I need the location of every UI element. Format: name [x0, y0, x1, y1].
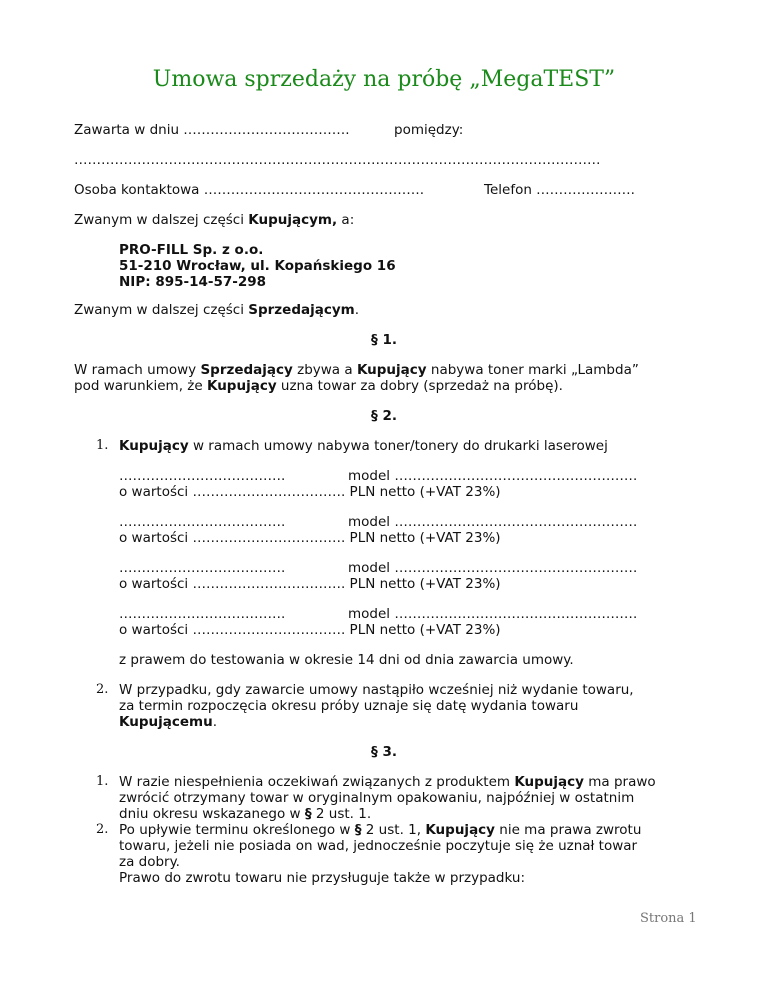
list-number: 2. — [96, 822, 109, 837]
section-3-item-2: Po upływie terminu określonego w § 2 ust. 1, Kupujący nie ma prawa zwrotu towaru, jeżeli nie posiada on wad, jednocześnie poczytuje się że uznał towar za dobry. Prawo do zwrotu towaru nie przysługuje także w przypadku: — [119, 822, 642, 886]
toner-row-1-model: model ……………………………………………… — [348, 468, 638, 484]
list-number: 1. — [96, 774, 109, 789]
seller-nip: NIP: 895-14-57-298 — [119, 274, 267, 290]
section-3-item-1: W razie niespełnienia oczekiwań związanych z produktem Kupujący ma prawo zwrócić otrzymany towar w oryginalnym opakowaniu, najpóźniej w ostatnim dniu okresu wskazanego w § 2 ust. 1. — [119, 774, 656, 822]
toner-row-2-value: o wartości ……………………………. PLN netto (+VAT 23%) — [119, 530, 501, 546]
buyer-designation: Zwanym w dalszej części Kupującym, a: — [74, 212, 355, 228]
toner-row-2-model: model ……………………………………………… — [348, 514, 638, 530]
toner-row-4-model: model ……………………………………………… — [348, 606, 638, 622]
testing-period-text: z prawem do testowania w okresie 14 dni od dnia zawarcia umowy. — [119, 652, 574, 668]
toner-row-3-left: ………………………………. — [119, 560, 286, 576]
page-number: Strona 1 — [640, 911, 697, 926]
toner-row-3-model: model ……………………………………………… — [348, 560, 638, 576]
toner-row-1-left: ………………………………. — [119, 468, 286, 484]
section-1-text: W ramach umowy Sprzedający zbywa a Kupujący nabywa toner marki „Lambda” pod warunkiem, że Kupujący uzna towar za dobry (sprzedaż na próbę). — [74, 362, 639, 394]
seller-name: PRO-FILL Sp. z o.o. — [119, 242, 264, 258]
toner-row-1-value: o wartości ……………………………. PLN netto (+VAT 23%) — [119, 484, 501, 500]
phone-line: Telefon …………………. — [484, 182, 635, 198]
section-2-heading: § 2. — [371, 408, 397, 424]
seller-designation: Zwanym w dalszej części Sprzedającym. — [74, 302, 360, 318]
toner-row-4-value: o wartości ……………………………. PLN netto (+VAT 23%) — [119, 622, 501, 638]
seller-address: 51-210 Wrocław, ul. Kopańskiego 16 — [119, 258, 396, 274]
section-2-item-1: Kupujący w ramach umowy nabywa toner/tonery do drukarki laserowej — [119, 438, 608, 454]
section-3-heading: § 3. — [371, 744, 397, 760]
document-title: Umowa sprzedaży na próbę „MegaTEST” — [152, 67, 616, 92]
toner-row-2-left: ………………………………. — [119, 514, 286, 530]
between-label: pomiędzy: — [394, 122, 464, 138]
section-2-item-2: W przypadku, gdy zawarcie umowy nastąpiło wcześniej niż wydanie towaru, za termin rozpoczęcia okresu próby uznaje się datę wydania towaru Kupującemu. — [119, 682, 634, 730]
section-1-heading: § 1. — [371, 332, 397, 348]
list-number: 1. — [96, 438, 109, 453]
contact-person-line: Osoba kontaktowa …………………………………………. — [74, 182, 425, 198]
seller-address-block — [119, 242, 396, 290]
toner-row-4-left: ………………………………. — [119, 606, 286, 622]
list-number: 2. — [96, 682, 109, 697]
party-fill-line: ……………………………………………………………………………………………………… — [74, 152, 601, 168]
toner-row-3-value: o wartości ……………………………. PLN netto (+VAT 23%) — [119, 576, 501, 592]
date-line: Zawarta w dniu ………………………………. — [74, 122, 350, 138]
